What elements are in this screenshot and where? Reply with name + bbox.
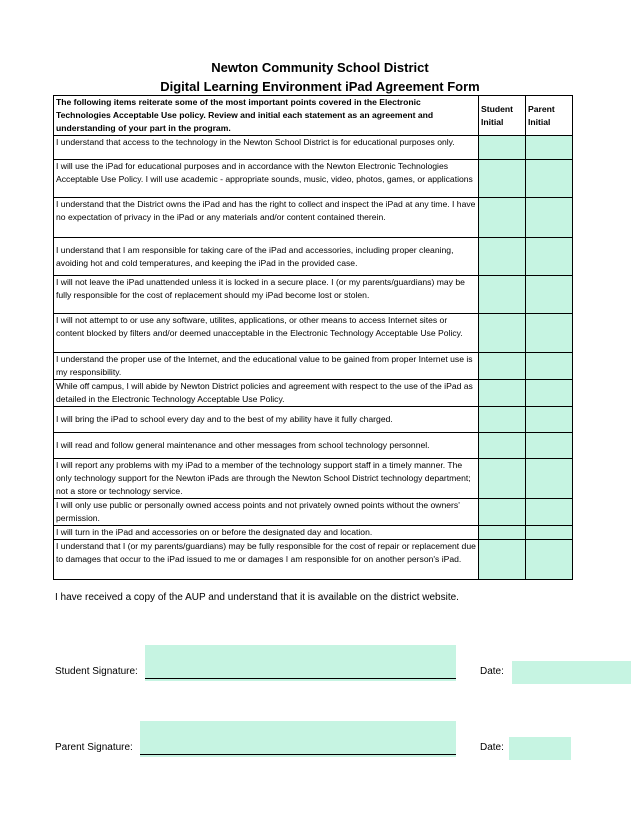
table-row [54,459,573,499]
intro-text: The following items reiterate some of the most important points covered in the Electronic Technologies Acceptable Use policy. Review and initial each statement as an agreement and understanding of your part in the program. [54,96,479,136]
student-date-field[interactable] [512,661,631,684]
parent-initial-header: Parent Initial [526,96,573,136]
district-name: Newton Community School District [211,60,429,75]
table-row [54,353,573,380]
table-row [54,160,573,198]
parent-initial-field[interactable] [526,540,573,580]
parent-signature-line [140,754,456,755]
student-signature-label: Student Signature: [55,666,138,677]
student-initial-field[interactable] [479,276,526,314]
table-row [54,540,573,580]
statement-text: I will use the iPad for educational purposes and in accordance with the Newton Electronic Technologies Acceptable Use Policy. I will use academic - appropriate sounds, music, video, photos, games, or applications [54,160,479,198]
parent-signature-label: Parent Signature: [55,742,133,753]
parent-initial-field[interactable] [526,160,573,198]
statement-text: I understand that access to the technology in the Newton School District is for educational purposes only. [54,136,479,160]
statement-text: I understand that I (or my parents/guardians) may be fully responsible for the cost of repair or replacement due to damages that occur to the iPad issued to me or damages I am responsible for on another person's iPad. [54,540,479,580]
table-row [54,499,573,526]
statement-text: I will read and follow general maintenance and other messages from school technology personnel. [54,433,479,459]
student-initial-field[interactable] [479,160,526,198]
agreement-table [53,95,573,580]
statement-text: I understand that I am responsible for taking care of the iPad and accessories, including proper cleaning, avoiding hot and cold temperatures, and keeping the iPad in the provided case. [54,238,479,276]
parent-initial-field[interactable] [526,276,573,314]
statement-text: I will report any problems with my iPad to a member of the technology support staff in a timely manner. The only technology support for the Newton iPads are through the Newton School District technology department; not a store or technology service. [54,459,479,499]
parent-date-field[interactable] [509,737,571,760]
student-initial-field[interactable] [479,526,526,540]
student-initial-field[interactable] [479,314,526,353]
student-initial-field[interactable] [479,407,526,433]
student-initial-field[interactable] [479,198,526,238]
parent-initial-field[interactable] [526,433,573,459]
parent-initial-field[interactable] [526,238,573,276]
parent-initial-field[interactable] [526,526,573,540]
form-title: Digital Learning Environment iPad Agreement Form [160,79,480,94]
table-row [54,526,573,540]
statement-text: While off campus, I will abide by Newton District policies and agreement with respect to the use of the iPad as detailed in the Electronic Technology Acceptable Use Policy. [54,380,479,407]
student-initial-field[interactable] [479,353,526,380]
statement-text: I will bring the iPad to school every day and to the best of my ability have it fully charged. [54,407,479,433]
student-initial-header: Student Initial [479,96,526,136]
statement-text: I understand that the District owns the iPad and has the right to collect and inspect the iPad at any time. I have no expectation of privacy in the iPad or any materials and/or content contained therein. [54,198,479,238]
parent-initial-field[interactable] [526,136,573,160]
student-date-label: Date: [480,666,504,677]
table-row [54,238,573,276]
table-row [54,198,573,238]
table-row [54,136,573,160]
parent-signature-field[interactable] [140,721,456,757]
student-initial-field[interactable] [479,380,526,407]
student-initial-field[interactable] [479,238,526,276]
parent-initial-field[interactable] [526,314,573,353]
student-initial-field[interactable] [479,459,526,499]
table-row [54,380,573,407]
statement-text: I will not leave the iPad unattended unless it is locked in a secure place. I (or my parents/guardians) may be fully responsible for the cost of replacement should my iPad become lost or stolen. [54,276,479,314]
parent-initial-field[interactable] [526,499,573,526]
table-row [54,314,573,353]
student-initial-field[interactable] [479,433,526,459]
table-header-row [54,96,573,136]
parent-initial-field[interactable] [526,459,573,499]
parent-date-label: Date: [480,742,504,753]
table-row [54,276,573,314]
student-initial-field[interactable] [479,136,526,160]
table-row [54,433,573,459]
statement-text: I understand the proper use of the Internet, and the educational value to be gained from proper Internet use is my responsibility. [54,353,479,380]
student-signature-line [145,678,456,679]
statement-text: I will only use public or personally owned access points and not privately owned points without the owners' permission. [54,499,479,526]
statement-text: I will not attempt to or use any software, utilites, applications, or other means to access Internet sites or content blocked by filters and/or deemed unacceptable in the Electronic Technology Acceptable Use Policy. [54,314,479,353]
student-initial-field[interactable] [479,499,526,526]
student-signature-field[interactable] [145,645,456,681]
parent-initial-field[interactable] [526,353,573,380]
student-initial-field[interactable] [479,540,526,580]
parent-initial-field[interactable] [526,198,573,238]
parent-initial-field[interactable] [526,407,573,433]
acknowledgement-text: I have received a copy of the AUP and understand that it is available on the district website. [55,592,459,603]
parent-initial-field[interactable] [526,380,573,407]
table-row [54,407,573,433]
statement-text: I will turn in the iPad and accessories on or before the designated day and location. [54,526,479,540]
